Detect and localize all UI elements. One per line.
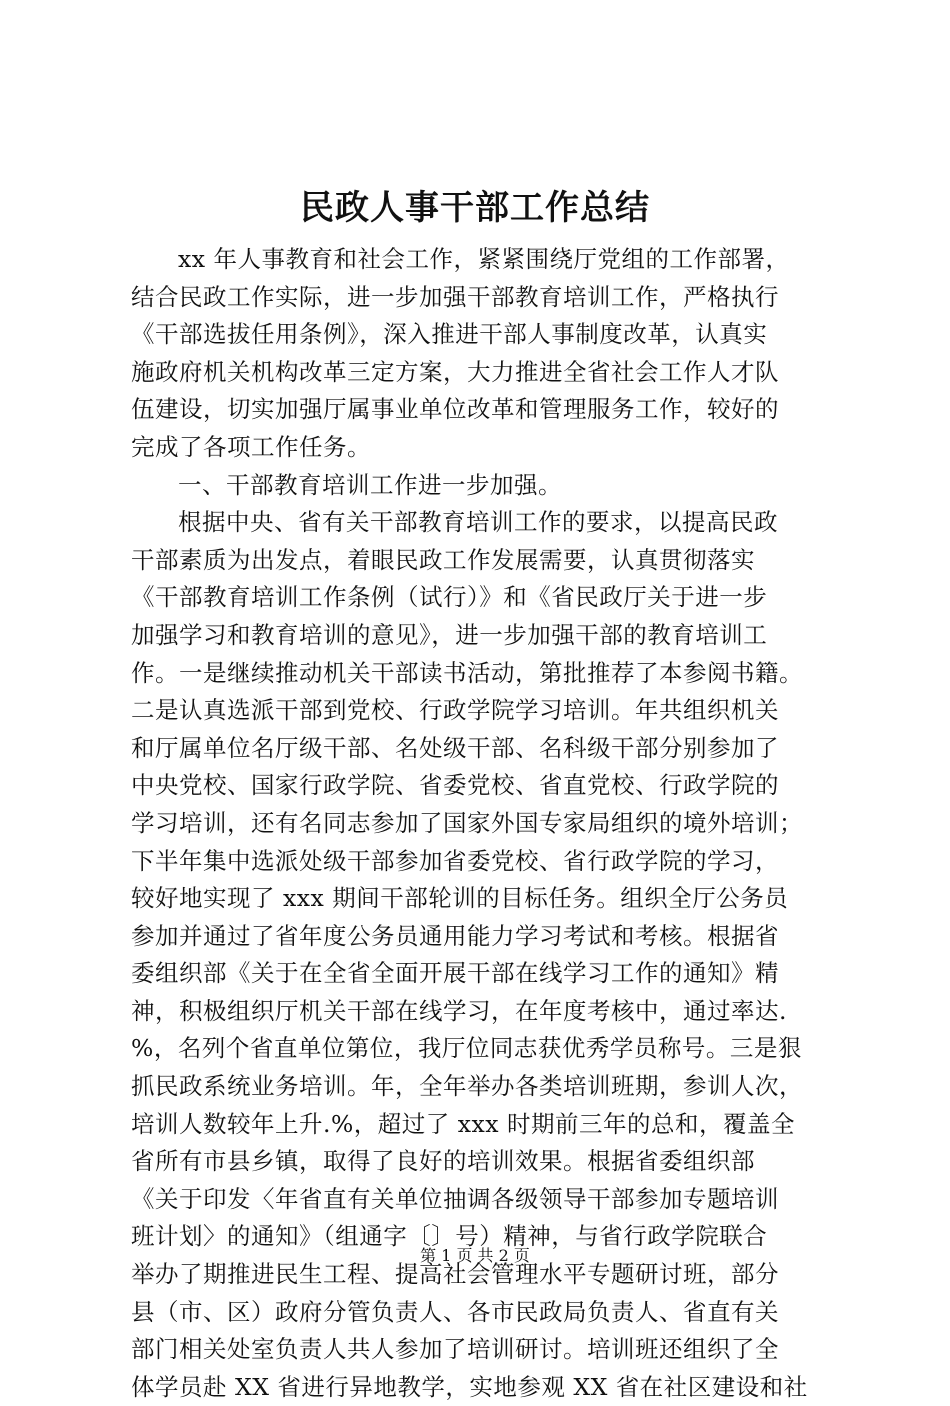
- text-line: 干部素质为出发点，着眼民政工作发展需要，认真贯彻落实: [131, 545, 755, 574]
- text-line: 结合民政工作实际，进一步加强干部教育培训工作，严格执行: [131, 282, 779, 311]
- text-line: 神，积极组织厅机关干部在线学习，在年度考核中，通过率达.: [131, 996, 787, 1025]
- text-line: 《干部教育培训工作条例（试行）》和《省民政厅关于进一步: [131, 583, 768, 612]
- text-line: 一、干部教育培训工作进一步加强。: [178, 470, 562, 499]
- document-title: 民政人事干部工作总结: [300, 188, 650, 228]
- text-line: %，名列个省直单位第位，我厅位同志获优秀学员称号。三是狠: [131, 1034, 802, 1063]
- text-line: 参加并通过了省年度公务员通用能力学习考试和考核。根据省: [131, 921, 779, 950]
- text-line: 较好地实现了 xxx 期间干部轮训的目标任务。组织全厅公务员: [131, 884, 789, 913]
- text-line: 《关于印发〈年省直有关单位抽调各级领导干部参加专题培训: [131, 1184, 779, 1213]
- text-line: 中央党校、国家行政学院、省委党校、省直党校、行政学院的: [131, 771, 779, 800]
- text-line: 举办了期推进民生工程、提高社会管理水平专题研讨班，部分: [131, 1260, 779, 1289]
- text-line: 作。一是继续推动机关干部读书活动，第批推荐了本参阅书籍。: [131, 658, 803, 687]
- page-footer: 第 1 页 共 2 页: [420, 1246, 530, 1265]
- text-line: 伍建设，切实加强厅属事业单位改革和管理服务工作，较好的: [131, 395, 779, 424]
- text-line: 根据中央、省有关干部教育培训工作的要求，以提高民政: [178, 508, 778, 537]
- text-line: 和厅属单位名厅级干部、名处级干部、名科级干部分别参加了: [131, 733, 779, 762]
- text-line: 施政府机关机构改革三定方案，大力推进全省社会工作人才队: [131, 357, 779, 386]
- text-line: 《干部选拔任用条例》，深入推进干部人事制度改革，认真实: [131, 320, 768, 349]
- text-line: 培训人数较年上升.%，超过了 xxx 时期前三年的总和，覆盖全: [131, 1109, 795, 1138]
- document-body: [131, 241, 831, 1406]
- text-line: 省所有市县乡镇，取得了良好的培训效果。根据省委组织部: [131, 1147, 755, 1176]
- text-line: 学习培训，还有名同志参加了国家外国专家局组织的境外培训；: [131, 808, 803, 837]
- text-line: 委组织部《关于在全省全面开展干部在线学习工作的通知》精: [131, 959, 779, 988]
- text-line: 下半年集中选派处级干部参加省委党校、省行政学院的学习，: [131, 846, 779, 875]
- text-line: xx 年人事教育和社会工作，紧紧围绕厅党组的工作部署，: [178, 245, 790, 273]
- text-line: 县（市、区）政府分管负责人、各市民政局负责人、省直有关: [131, 1297, 779, 1326]
- text-line: 部门相关处室负责人共人参加了培训研讨。培训班还组织了全: [131, 1335, 779, 1364]
- text-line: 班计划〉的通知》（组通字〔〕号）精神，与省行政学院联合: [131, 1222, 768, 1251]
- text-line: 加强学习和教育培训的意见》，进一步加强干部的教育培训工: [131, 620, 768, 649]
- text-line: 体学员赴 XX 省进行异地教学，实地参观 XX 省在社区建设和社: [131, 1372, 808, 1401]
- text-line: 完成了各项工作任务。: [131, 432, 371, 461]
- text-line: 二是认真选派干部到党校、行政学院学习培训。年共组织机关: [131, 696, 779, 725]
- text-line: 抓民政系统业务培训。年，全年举办各类培训班期，参训人次，: [131, 1072, 803, 1101]
